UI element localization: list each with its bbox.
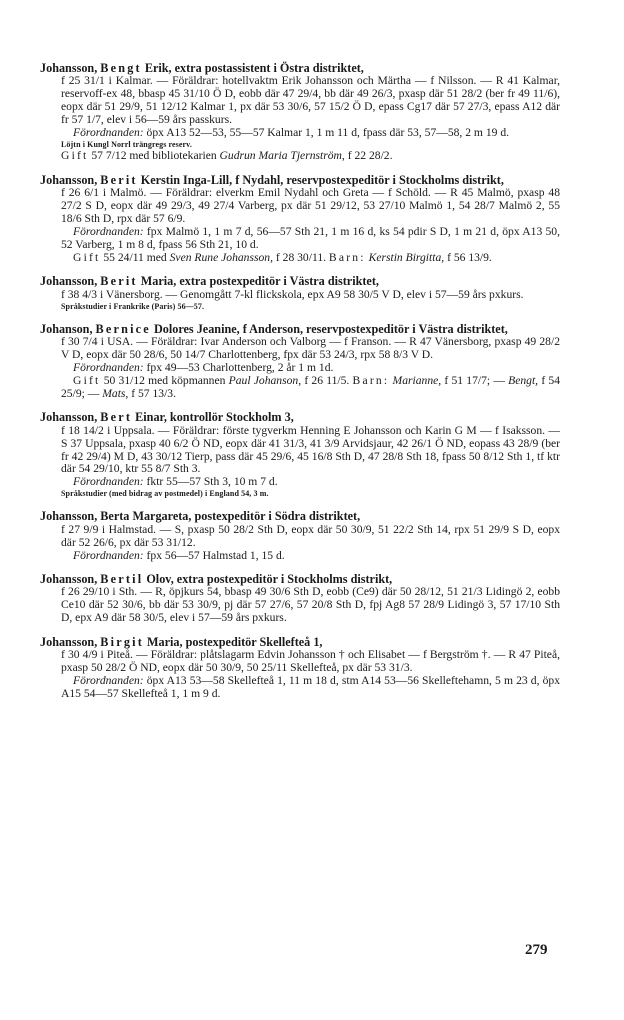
entry-body <box>40 289 560 312</box>
marriage-text: 57 7/12 med bibliotekarien <box>88 149 220 163</box>
entry-biography: f 38 4/3 i Vänersborg. — Genomgått 7-kl flickskola, epx A9 58 30/5 V D, elev i 57—59 års pxkurs. <box>61 287 524 301</box>
register-page <box>40 62 560 701</box>
spouse-name: Paul Johanson, <box>228 373 302 387</box>
entry-appointments <box>61 476 560 489</box>
entry-title: Maria, postexpeditör Skellefteå 1, <box>143 634 323 649</box>
entry-heading <box>40 62 560 75</box>
appointments-label: Förordnanden: <box>73 361 144 374</box>
entry-marriage <box>61 252 560 265</box>
entry-surname: Johansson, <box>40 274 101 289</box>
appointments-label: Förordnanden: <box>73 674 144 687</box>
entry-berta <box>40 510 560 562</box>
children-label: Barn: <box>352 373 390 387</box>
entry-heading <box>40 636 560 649</box>
appointments-label: Förordnanden: <box>73 548 144 562</box>
entry-title: Maria, extra postexpeditör i Västra distriktet, <box>137 274 379 289</box>
entry-appointments <box>61 550 560 563</box>
child-after: f 57 13/3. <box>128 386 176 400</box>
entry-surname: Johansson, <box>40 509 101 524</box>
entry-given-name: Bengt <box>100 61 142 75</box>
marriage-after: f 28 30/11. <box>272 250 329 264</box>
entry-body <box>40 187 560 264</box>
appointments-text: fktr 55—57 Sth 3, 10 m 7 d. <box>143 475 278 489</box>
entry-body <box>40 524 560 563</box>
entry-body <box>40 649 560 701</box>
entry-heading <box>40 323 560 336</box>
entry-note: Språkstudier (med bidrag av postmedel) i England 54, 3 m. <box>61 489 269 499</box>
appointments-text: öpx A13 52—53, 55—57 Kalmar 1, 1 m 11 d, fpass där 53, 57—58, 2 m 19 d. <box>143 126 510 140</box>
entry-surname: Johansson, <box>40 634 101 649</box>
entry-heading <box>40 573 560 586</box>
entry-birgit <box>40 636 560 701</box>
page-number: 279 <box>525 942 548 958</box>
entry-bertil <box>40 573 560 625</box>
appointments-text: fpx 56—57 Halmstad 1, 15 d. <box>143 548 285 562</box>
entry-surname: Johansson, <box>40 172 101 187</box>
appointments-text: öpx A13 53—58 Skellefteå 1, 11 m 18 d, stm A14 53—56 Skelleftehamn, 5 m 23 d, öpx A15 54—57 Skellefteå 1, 1 m 9 d. <box>61 674 560 700</box>
entry-title: Einar, kontrollör Stockholm 3, <box>132 410 294 425</box>
entry-berit-kerstin <box>40 174 560 265</box>
entry-note: Språkstudier i Frankrike (Paris) 56—57. <box>61 301 205 311</box>
entry-given-name: Bert <box>100 410 133 425</box>
appointments-label: Förordnanden: <box>73 126 144 140</box>
entry-body <box>40 425 560 500</box>
child-after: f 54 25/9; — <box>61 373 560 400</box>
entry-marriage <box>61 150 560 163</box>
marriage-label: Gift <box>73 250 101 264</box>
entry-title: Erik, extra postassistent i Östra distriktet, <box>141 61 364 75</box>
spouse-name: Gudrun Maria Tjernström, <box>219 149 345 163</box>
marriage-after: f 22 28/2. <box>344 149 393 163</box>
entry-title: Olov, extra postexpeditör i Stockholms distrikt, <box>143 572 393 587</box>
entry-surname: Johansson, <box>40 61 101 75</box>
entry-biography: f 26 6/1 i Malmö. — Föräldrar: elverkm Emil Nydahl och Greta — f Schöld. — R 45 Malmö, pxasp 48 27/2 S D, eopx där 49 29/3, 49 27/4 Varberg, px där 51 29/12, 53 27/10 Malmö 1, 54 28/7 Malmö 2, 55 18/6 Sth D, rpx där 57 6/9. <box>61 186 560 226</box>
entry-title: Berta Margareta, postexpeditör i Södra distriktet, <box>100 509 361 524</box>
entry-bert <box>40 411 560 499</box>
marriage-after: f 26 11/5. <box>301 373 353 387</box>
entry-body <box>40 75 560 163</box>
appointments-label: Förordnanden: <box>73 225 144 239</box>
entry-appointments <box>61 675 560 701</box>
child-name: Mats, <box>102 386 129 400</box>
child-name: Bengt, <box>508 373 539 387</box>
entry-heading <box>40 411 560 424</box>
entry-surname: Johansson, <box>40 410 101 425</box>
entry-appointments <box>61 127 560 140</box>
entry-given-name: Bernice <box>95 321 151 336</box>
entry-given-name: Bertil <box>100 572 144 587</box>
entry-biography: f 25 31/1 i Kalmar. — Föräldrar: hotellvaktm Erik Johansson och Märtha — f Nilsson. — R 41 Kalmar, reservoff-ex 48, bbasp 45 31/10 Ö D, eobb där 47 29/4, bb där 49 26/3, pxasp där 51 28/2 (ber fr 49 11/6), eopx där 51 29/9, 51 12/12 Kalmar 1, px där 53 30/6, 57 15/2 Ö D, epass Cg17 där 57 27/3, epass A12 där fr 57 1/7, elev i 56—59 års passkurs. <box>61 74 560 127</box>
marriage-text: 55 24/11 med <box>100 250 170 264</box>
entry-surname: Johansson, <box>40 572 101 587</box>
entry-berit-maria <box>40 275 560 312</box>
entry-biography: f 18 14/2 i Uppsala. — Föräldrar: förste tygverkm Henning E Johansson och Karin G M — f Isaksson. — S 37 Uppsala, pxasp 40 6/2 Ö ND, eopx där 41 31/3, 41 3/9 Arvidsjaur, 42 26/1 Ö ND, eopass 43 28/9 (ber fr 42 29/4) M D, 43 30/12 Tierp, pass där 45 29/6, 45 16/8 Sth D, 47 28/8 Sth 18, fpass 50 8/12 Sth 1, tf ktr där 54 29/10, ktr 55 8/7 Sth 3. <box>61 423 560 476</box>
entry-biography: f 26 29/10 i Sth. — R, öpjkurs 54, bbasp 49 30/6 Sth D, eobb (Ce9) där 50 28/12, 51 21/3 Lidingö 2, eobb Ce10 där 52 30/6, bb där 53 30/9, pj där 57 27/6, 57 20/8 Sth D, fpj Ag8 57 28/9 Lidingö 3, 57 17/10 Sth D, epx A9 där 58 30/5, elev i 57—59 års pxkurs. <box>61 585 560 625</box>
entry-heading <box>40 510 560 523</box>
entry-biography: f 30 7/4 i USA. — Föräldrar: Ivar Anderson och Valborg — f Franson. — R 47 Vänersborg, pxasp 49 28/2 V D, eopx där 50 28/6, 50 14/7 Charlottenberg, fpx där 53 24/3, rpx 58 8/3 V D. <box>61 335 560 362</box>
children-label: Barn: <box>328 250 366 264</box>
child-after: f 51 17/7; — <box>441 373 509 387</box>
appointments-label: Förordnanden: <box>73 475 144 489</box>
entry-marriage <box>61 375 560 401</box>
marriage-label: Gift <box>73 373 101 387</box>
entry-biography: f 27 9/9 i Halmstad. — S, pxasp 50 28/2 Sth D, eopx där 50 30/9, 51 22/2 Sth 14, rpx 51 29/9 S D, eopx där 52 26/6, px där 53 31/12. <box>61 522 560 549</box>
entry-given-name: Berit <box>100 172 138 187</box>
marriage-label: Gift <box>61 149 89 163</box>
appointments-text: fpx 49—53 Charlottenberg, 2 år 1 m 1d. <box>143 361 334 374</box>
marriage-text: 50 31/12 med köpmannen <box>100 373 229 387</box>
entry-given-name: Berit <box>100 274 138 289</box>
entry-surname: Johanson, <box>40 321 96 336</box>
entry-note: Löjtn i Kungl Norrl trängregs reserv. <box>61 139 192 149</box>
entry-given-name: Birgit <box>100 634 144 649</box>
entry-heading <box>40 275 560 288</box>
child-after: f 56 13/9. <box>444 250 492 264</box>
entry-appointments <box>61 226 560 252</box>
child-name: Kerstin Birgitta, <box>365 250 445 264</box>
entry-title: Kerstin Inga-Lill, f Nydahl, reservpostexpeditör i Stockholms distrikt, <box>137 172 504 187</box>
entry-bengt <box>40 62 560 163</box>
child-name: Marianne, <box>389 373 442 387</box>
entry-title: Dolores Jeanine, f Anderson, reservpostexpeditör i Västra distriktet, <box>150 321 508 336</box>
entry-heading <box>40 174 560 187</box>
spouse-name: Sven Rune Johansson, <box>169 250 273 264</box>
entry-body <box>40 336 560 401</box>
appointments-text: fpx Malmö 1, 1 m 7 d, 56—57 Sth 21, 1 m 16 d, ks 54 pdir S D, 1 m 21 d, öpx A13 50, 52 Varberg, 1 m 8 d, fpass 56 Sth 21, 10 d. <box>61 225 560 251</box>
entry-bernice <box>40 323 560 401</box>
entry-body <box>40 586 560 625</box>
entry-biography: f 30 4/9 i Piteå. — Föräldrar: plåtslagarm Edvin Johansson † och Elisabet — f Bergström †. — R 47 Piteå, pxasp 50 28/2 Ö ND, eopx där 50 30/9, 50 25/11 Skellefteå, px där 53 31/3. <box>61 648 560 675</box>
